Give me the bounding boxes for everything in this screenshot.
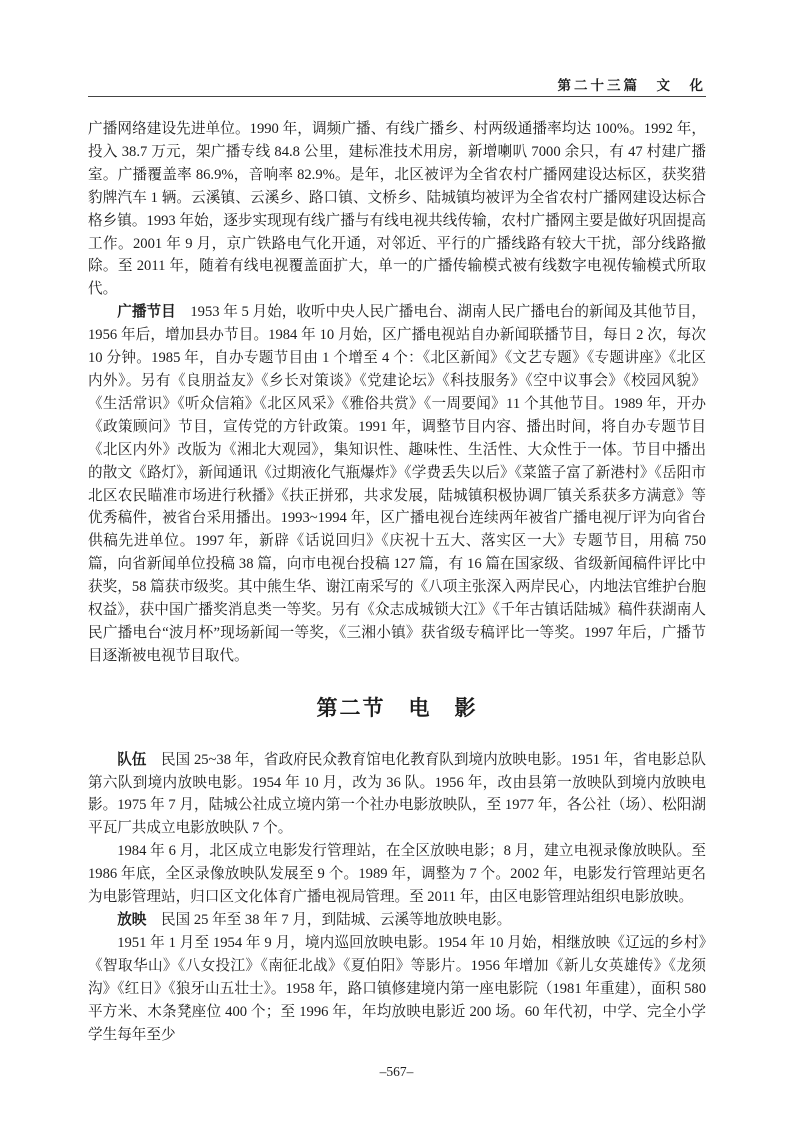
paragraph-lead: 广播节目 <box>117 304 176 321</box>
paragraph: 1951 年 1 月至 1954 年 9 月，境内巡回放映电影。1954 年 10 月始，相继放映《辽远的乡村》《智取华山》《八女投江》《南征北战》《夏伯阳》等影片。1956 年增加《新儿女英雄传》《龙须沟》《红日》《狼牙山五壮士》。1958 年，路口镇修建境内第一座电影院（1981 年重建），面积 580 平方米、木条凳座位 400 个；至 1996 年，年均放映电影近 200 场。60 年代初，中学、完全小学学生每年至少 <box>88 934 706 1043</box>
paragraph: 1984 年 6 月，北区成立电影发行管理站，在全区放映电影；8 月，建立电视录像放映队。至 1986 年底，全区录像放映队发展至 9 个。1989 年，调整为 7 个。2002 年，电影发行管理站更名为电影管理站，归口区文化体育广播电视局管理。至 2011 年，由区电影管理站组织电影放映。 <box>88 843 706 906</box>
paragraph-lead: 放映 <box>117 912 147 928</box>
page-footer <box>0 1064 793 1080</box>
section-heading: 第二节 电 影 <box>316 696 478 720</box>
paragraph: 放映 民国 25 年至 38 年 7 月，到陆城、云溪等地放映电影。 <box>117 912 512 928</box>
page-header <box>88 74 706 94</box>
header-rule <box>88 96 706 97</box>
page-content <box>88 118 706 1046</box>
page-number: –567– <box>379 1064 414 1079</box>
paragraph: 广播网络建设先进单位。1990 年，调频广播、有线广播乡、村两级通播率均达 100%。1992 年，投入 38.7 万元，架广播专线 84.8 公里，建标准技术用房，新增喇叭 7000 余只，有 47 村建广播室。广播覆盖率 86.9%，音响率 82.9%。是年，北区被评为全省农村广播网建设达标区，获奖猎豹牌汽车 1 辆。云溪镇、云溪乡、路口镇、文桥乡、陆城镇均被评为全省农村广播网建设达标合格乡镇。1993 年始，逐步实现现有线广播与有线电视共线传输，农村广播网主要是做好巩固提高工作。2001 年 9 月，京广铁路电气化开通，对邻近、平行的广播线路有较大干扰，部分线路撤除。至 2011 年，随着有线电视覆盖面扩大，单一的广播传输模式被有线数字电视传输模式所取代。 <box>88 121 706 298</box>
chapter-header-title: 第二十三篇 文 化 <box>557 78 706 93</box>
paragraph-lead: 队伍 <box>117 751 147 768</box>
paragraph: 广播节目 1953 年 5 月始，收听中央人民广播电台、湖南人民广播电台的新闻及其他节目，1956 年后，增加县办节目。1984 年 10 月始，区广播电视站自办新闻联播节目，每日 2 次，每次 10 分钟。1985 年，自办专题节目由 1 个增至 4 个：《北区新闻》《文艺专题》《专题讲座》《北区内外》。另有《良朋益友》《乡长对策谈》《党建论坛》《科技服务》《空中议事会》《校园风貌》《生活常识》《听众信箱》《北区风采》《雅俗共赏》《一周要闻》11 个其他节目。1989 年，开办《政策顾问》节目，宣传党的方针政策。1991 年，调整节目内容、播出时间，将自办专题节目《北区内外》改版为《湘北大观园》，集知识性、趣味性、生活性、大众性于一体。节目中播出的散文《路灯》，新闻通讯《过期液化气瓶爆炸》《学费丢失以后》《菜篮子富了新港村》《岳阳市北区农民瞄准市场进行秋播》《扶正拼邪，共求发展，陆城镇积极协调厂镇关系获多方满意》等优秀稿件，被省台采用播出。1993~1994 年，区广播电视台连续两年被省广播电视厅评为向省台供稿先进单位。1997 年，新辟《话说回归》《庆祝十五大、落实区一大》专题节目，用稿 750 篇，向省新闻单位投稿 38 篇，向市电视台投稿 127 篇，有 16 篇在国家级、省级新闻稿件评比中获奖，58 篇获市级奖。其中熊生华、谢江南采写的《八项主张深入两岸民心，内地法官维护台胞权益》，获中国广播奖消息类一等奖。另有《众志成城锁大江》《千年古镇话陆城》稿件获湖南人民广播电台“波月杯”现场新闻一等奖，《三湘小镇》获省级专稿评比一等奖。1997 年后，广播节目逐渐被电视节目取代。 <box>88 304 706 664</box>
paragraph: 队伍 民国 25~38 年，省政府民众教育馆电化教育队到境内放映电影。1951 年，省电影总队第六队到境内放映电影。1954 年 10 月，改为 36 队。1956 年，改由县第一放映队到境内放映电影。1975 年 7 月，陆城公社成立境内第一个社办电影放映队，至 1977 年，各公社（场）、松阳湖平瓦厂共成立电影放映队 7 个。 <box>88 751 706 837</box>
